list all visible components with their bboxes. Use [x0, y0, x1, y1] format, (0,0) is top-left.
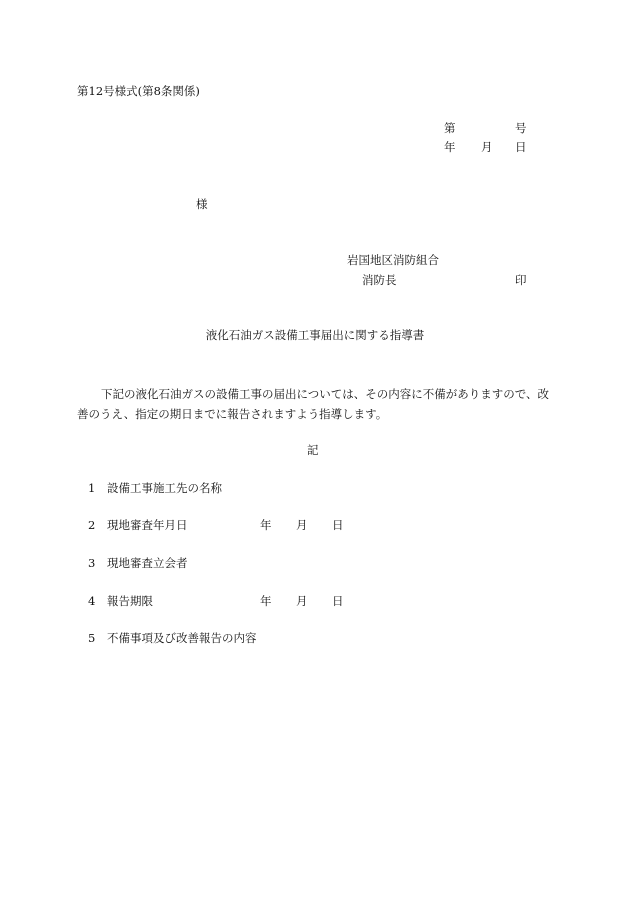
item-month-label: 月	[296, 518, 308, 532]
item-facility-name	[88, 483, 222, 495]
item-label: 不備事項及び改善報告の内容	[107, 631, 257, 645]
item-inspection-attendee	[88, 558, 188, 570]
item-report-deadline	[88, 594, 344, 608]
issue-date-day-label: 日	[515, 140, 527, 154]
form-number: 第12号様式(第8条関係)	[77, 84, 200, 98]
item-day-label: 日	[332, 594, 344, 608]
item-year-label: 年	[260, 518, 272, 532]
item-number: 3	[88, 556, 96, 570]
issue-date-year-label: 年	[444, 140, 456, 154]
item-month-label: 月	[296, 594, 308, 608]
item-number: 2	[88, 518, 96, 532]
item-number: 4	[88, 594, 96, 608]
item-label: 現地審査年月日	[107, 518, 188, 532]
item-day-label: 日	[332, 518, 344, 532]
addressee-honorific: 様	[196, 197, 208, 211]
item-number: 1	[88, 481, 96, 495]
item-inspection-date	[88, 518, 344, 532]
item-number: 5	[88, 631, 96, 645]
item-label: 設備工事施工先の名称	[107, 481, 222, 495]
document-number-label: 第	[444, 121, 456, 135]
item-label: 報告期限	[107, 594, 153, 608]
issue-date-month-label: 月	[481, 140, 493, 154]
issuer-title: 消防長	[362, 273, 397, 287]
item-deficiencies	[88, 633, 257, 645]
ki-heading: 記	[307, 443, 319, 457]
item-year-label: 年	[260, 594, 272, 608]
issuer-organization: 岩国地区消防組合	[347, 253, 439, 267]
body-paragraph: 下記の液化石油ガスの設備工事の届出については、その内容に不備がありますので、改善のうえ、指定の期日までに報告されますよう指導します。	[77, 387, 550, 421]
seal-mark: 印	[515, 273, 527, 287]
item-label: 現地審査立会者	[107, 556, 188, 570]
document-title: 液化石油ガス設備工事届出に関する指導書	[205, 328, 425, 342]
document-number-suffix: 号	[515, 121, 527, 135]
